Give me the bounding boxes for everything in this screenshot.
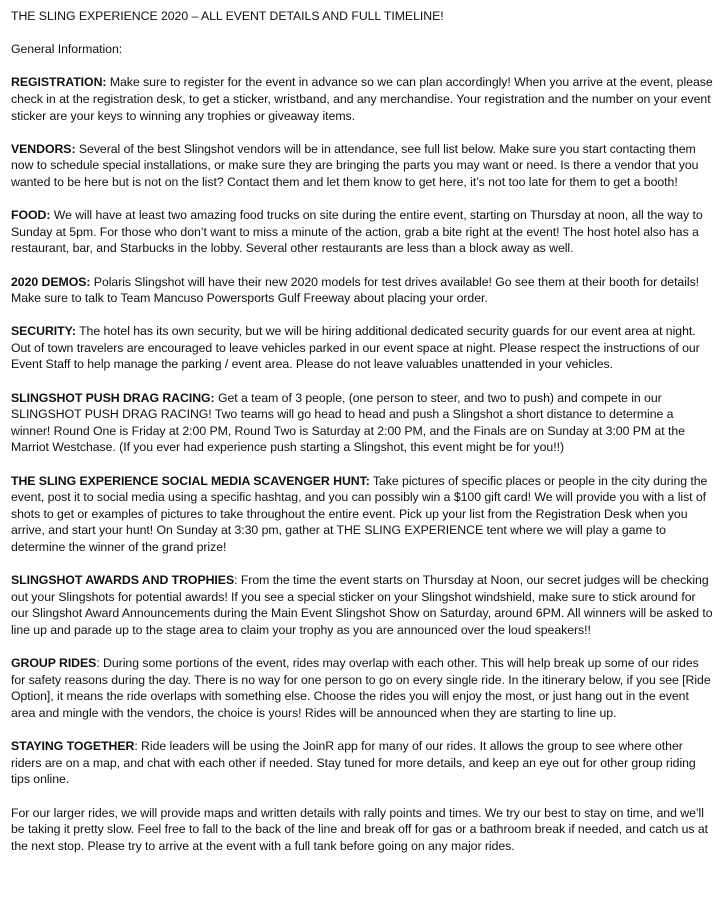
section-staying-together — [11, 738, 713, 788]
section-heading: SECURITY: — [11, 324, 76, 339]
section-heading: REGISTRATION: — [11, 75, 107, 90]
section-body: We will have at least two amazing food trucks on site during the entire event, starting on Thursday at noon, all the way to Sunday at 5pm. For those who don’t want to miss a minute of the action, grab a bite right at the event! The host hotel also has a restaurant, bar, and Starbucks in the lobby. Several other restaurants are less than a block away as well. — [11, 208, 703, 256]
section-heading: SLINGSHOT AWARDS AND TROPHIES — [11, 573, 235, 588]
section-vendors — [11, 141, 713, 191]
section-food — [11, 207, 713, 257]
section-awards-trophies — [11, 572, 713, 638]
section-heading: 2020 DEMOS: — [11, 274, 91, 289]
section-heading: VENDORS: — [11, 141, 76, 156]
section-group-rides — [11, 655, 713, 721]
section-registration — [11, 74, 713, 124]
section-body: Get a team of 3 people, (one person to steer, and two to push) and compete in our SLINGSHOT PUSH DRAG RACING! Two teams will go head to head and push a Slingshot a short distance to determine a winner! Round One is Friday at 2:00 PM, Round Two is Saturday at 2:00 PM, and the Finals are on Sunday at 3:00 PM at the Marriot Westchase. (If you ever had experience push starting a Slingshot, this event might be for you!!) — [11, 390, 685, 455]
section-body: : Ride leaders will be using the JoinR app for many of our rides. It allows the group to see where other riders are on a map, and chat with each other if needed. Stay tuned for more details, and keep an eye out for other group riding tips online. — [11, 739, 696, 787]
section-body: Take pictures of specific places or people in the city during the event, post it to social media using a specific hashtag, and you can possibly win a $100 gift card! We will provide you with a list of shots to get or examples of pictures to take throughout the entire event. Pick up your list from the Registration Desk when you arrive, and start your hunt! On Sunday at 3:30 pm, gather at THE SLING EXPERIENCE tent where we will play a game to determine the winner of the grand prize! — [11, 473, 708, 554]
section-push-drag-racing — [11, 390, 713, 456]
section-security — [11, 323, 713, 373]
general-information-heading: General Information: — [11, 42, 123, 57]
section-heading: THE SLING EXPERIENCE SOCIAL MEDIA SCAVENGER HUNT: — [11, 473, 370, 488]
section-body: : From the time the event starts on Thursday at Noon, our secret judges will be checking out your Slingshots for potential awards! If you see a special sticker on your Slingshot windshield, make sure to stick around for our Slingshot Award Announcements during the Main Event Slingshot Show on Saturday, around 6PM. All winners will be asked to line up and parade up to the stage area to claim your trophy as you are announced over the loud speakers!! — [11, 573, 713, 637]
section-body: Several of the best Slingshot vendors will be in attendance, see full list below. Make sure you start contacting them now to schedule special installations, or make sure they are bringing the parts you may want or need. Is there a vendor that you wanted to be here but is not on the list? Contact them and let them know to get here, it’s not too late for them to get a booth! — [11, 141, 699, 189]
section-heading: STAYING TOGETHER — [11, 739, 135, 754]
section-2020-demos — [11, 274, 713, 307]
section-body: : During some portions of the event, rides may overlap with each other. This will help break up some of our rides for safety reasons during the day. There is no way for one person to go on every single ride. In the itinerary below, if you see [Ride Option], it means the ride overlaps with something else. Choose the rides you will enjoy the most, or just hang out in the event area and mingle with the vendors, the choice is yours! Rides will be announced when they are starting to line up. — [11, 656, 711, 720]
section-body: Polaris Slingshot will have their new 2020 models for test drives available! Go see them at their booth for details! Make sure to talk to Team Mancuso Powersports Gulf Freeway about placing your order. — [11, 274, 700, 306]
closing-paragraph: For our larger rides, we will provide maps and written details with rally points and times. We try our best to stay on time, and we’ll be taking it pretty slow. Feel free to fall to the back of the line and break off for gas or a bathroom break if needed, and catch us at the next stop. Please try to arrive at the event with a full tank before going on any major rides. — [11, 805, 709, 853]
section-heading: FOOD: — [11, 208, 51, 223]
section-body: Make sure to register for the event in advance so we can plan accordingly! When you arrive at the event, please check in at the registration desk, to get a sticker, wristband, and any merchandise. Your registration and the number on your event sticker are your keys to winning any trophies or giveaway items. — [11, 75, 713, 123]
section-heading: GROUP RIDES — [11, 656, 97, 671]
section-heading: SLINGSHOT PUSH DRAG RACING: — [11, 390, 215, 405]
section-scavenger-hunt — [11, 473, 713, 556]
section-body: The hotel has its own security, but we will be hiring additional dedicated security guards for our event area at night. Out of town travelers are encouraged to leave vehicles parked in our event space at night. Please respect the instructions of our Event Staff to help manage the parking / event area. Please do not leave valuables unattended in your vehicles. — [11, 324, 700, 372]
document-page — [11, 8, 713, 871]
document-title: THE SLING EXPERIENCE 2020 – ALL EVENT DETAILS AND FULL TIMELINE! — [11, 9, 444, 23]
